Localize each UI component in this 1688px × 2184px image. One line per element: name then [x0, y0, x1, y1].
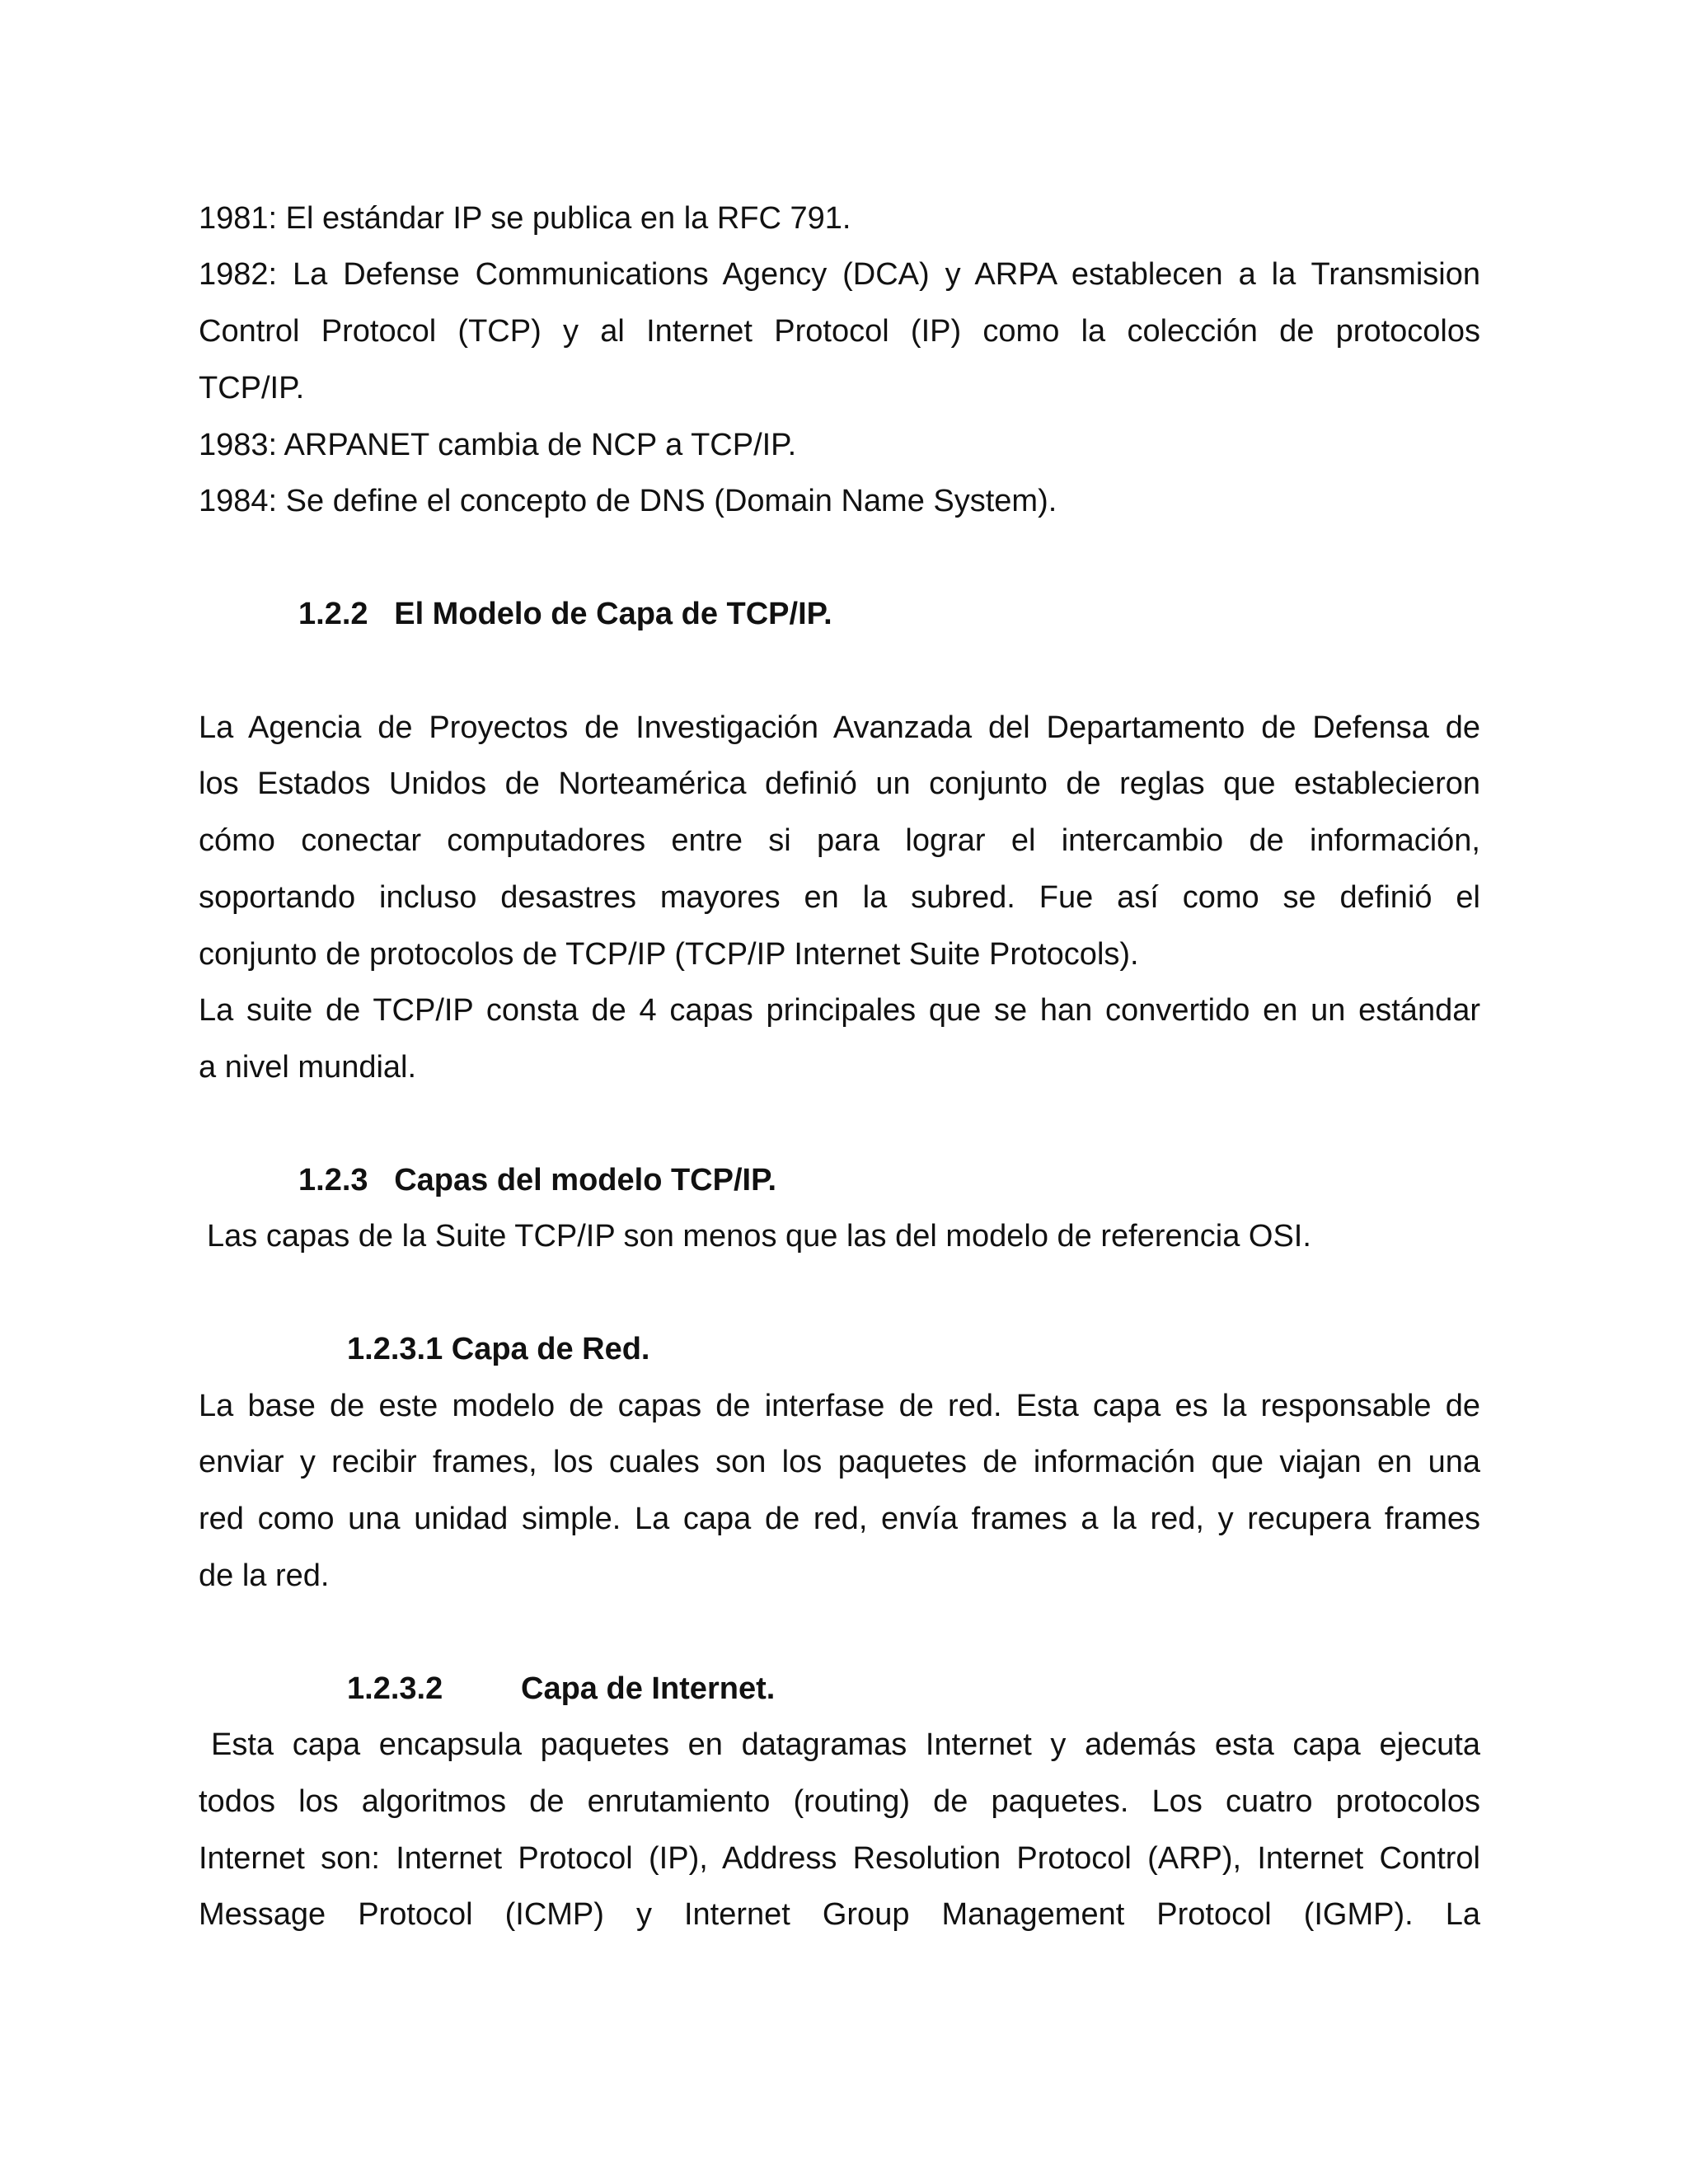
paragraph-line: red como una unidad simple. La capa de red, envía frames a la red, y recupera frames [199, 1502, 1480, 1536]
paragraph-line: Esta capa encapsula paquetes en datagramas Internet y además esta capa ejecuta [211, 1727, 1480, 1762]
paragraph-line: conjunto de protocolos de TCP/IP (TCP/IP Internet Suite Protocols). [199, 937, 1139, 972]
section-title: Capas del modelo TCP/IP. [394, 1163, 777, 1197]
paragraph-line: soportando incluso desastres mayores en la subred. Fue así como se definió el [199, 880, 1480, 915]
timeline-line: TCP/IP. [199, 371, 305, 405]
section-number: 1.2.2 [298, 597, 368, 631]
paragraph-line: enviar y recibir frames, los cuales son los paquetes de información que viajan en una [199, 1445, 1480, 1479]
paragraph-line: Internet son: Internet Protocol (IP), Address Resolution Protocol (ARP), Internet Control [199, 1841, 1480, 1876]
paragraph-line: La Agencia de Proyectos de Investigación Avanzada del Departamento de Defensa de [199, 710, 1480, 745]
section-heading-1-2-3-2 [347, 1670, 1629, 1708]
timeline-line: 1983: ARPANET cambia de NCP a TCP/IP. [199, 428, 797, 462]
paragraph-line: de la red. [199, 1558, 330, 1593]
section-title: El Modelo de Capa de TCP/IP. [394, 597, 832, 631]
paragraph-line: Las capas de la Suite TCP/IP son menos que las del modelo de referencia OSI. [207, 1219, 1311, 1254]
timeline-line: 1981: El estándar IP se publica en la RFC 791. [199, 201, 851, 236]
section-heading-1-2-3-1: 1.2.3.1 Capa de Red. [347, 1332, 650, 1366]
timeline-line: 1984: Se define el concepto de DNS (Domain Name System). [199, 484, 1057, 518]
paragraph-line: todos los algoritmos de enrutamiento (routing) de paquetes. Los cuatro protocolos [199, 1784, 1480, 1819]
section-number: 1.2.3 [298, 1163, 368, 1197]
paragraph-line: los Estados Unidos de Norteamérica definió un conjunto de reglas que establecieron [199, 766, 1480, 801]
timeline-line: 1982: La Defense Communications Agency (DCA) y ARPA establecen a la Transmision [199, 257, 1480, 292]
section-number: 1.2.3.2 [347, 1671, 443, 1706]
paragraph-line: La suite de TCP/IP consta de 4 capas principales que se han convertido en un estándar [199, 993, 1480, 1028]
paragraph-line: Message Protocol (ICMP) y Internet Group Management Protocol (IGMP). La [199, 1897, 1480, 1932]
section-title: Capa de Internet. [521, 1671, 776, 1706]
timeline-line: Control Protocol (TCP) y al Internet Protocol (IP) como la colección de protocolos [199, 314, 1480, 349]
paragraph-line: cómo conectar computadores entre si para lograr el intercambio de información, [199, 823, 1480, 858]
section-heading-1-2-3 [298, 1161, 1580, 1199]
section-heading-1-2-2 [298, 595, 1580, 633]
paragraph-line: a nivel mundial. [199, 1050, 417, 1085]
paragraph-line: La base de este modelo de capas de interfase de red. Esta capa es la responsable de [199, 1389, 1480, 1423]
